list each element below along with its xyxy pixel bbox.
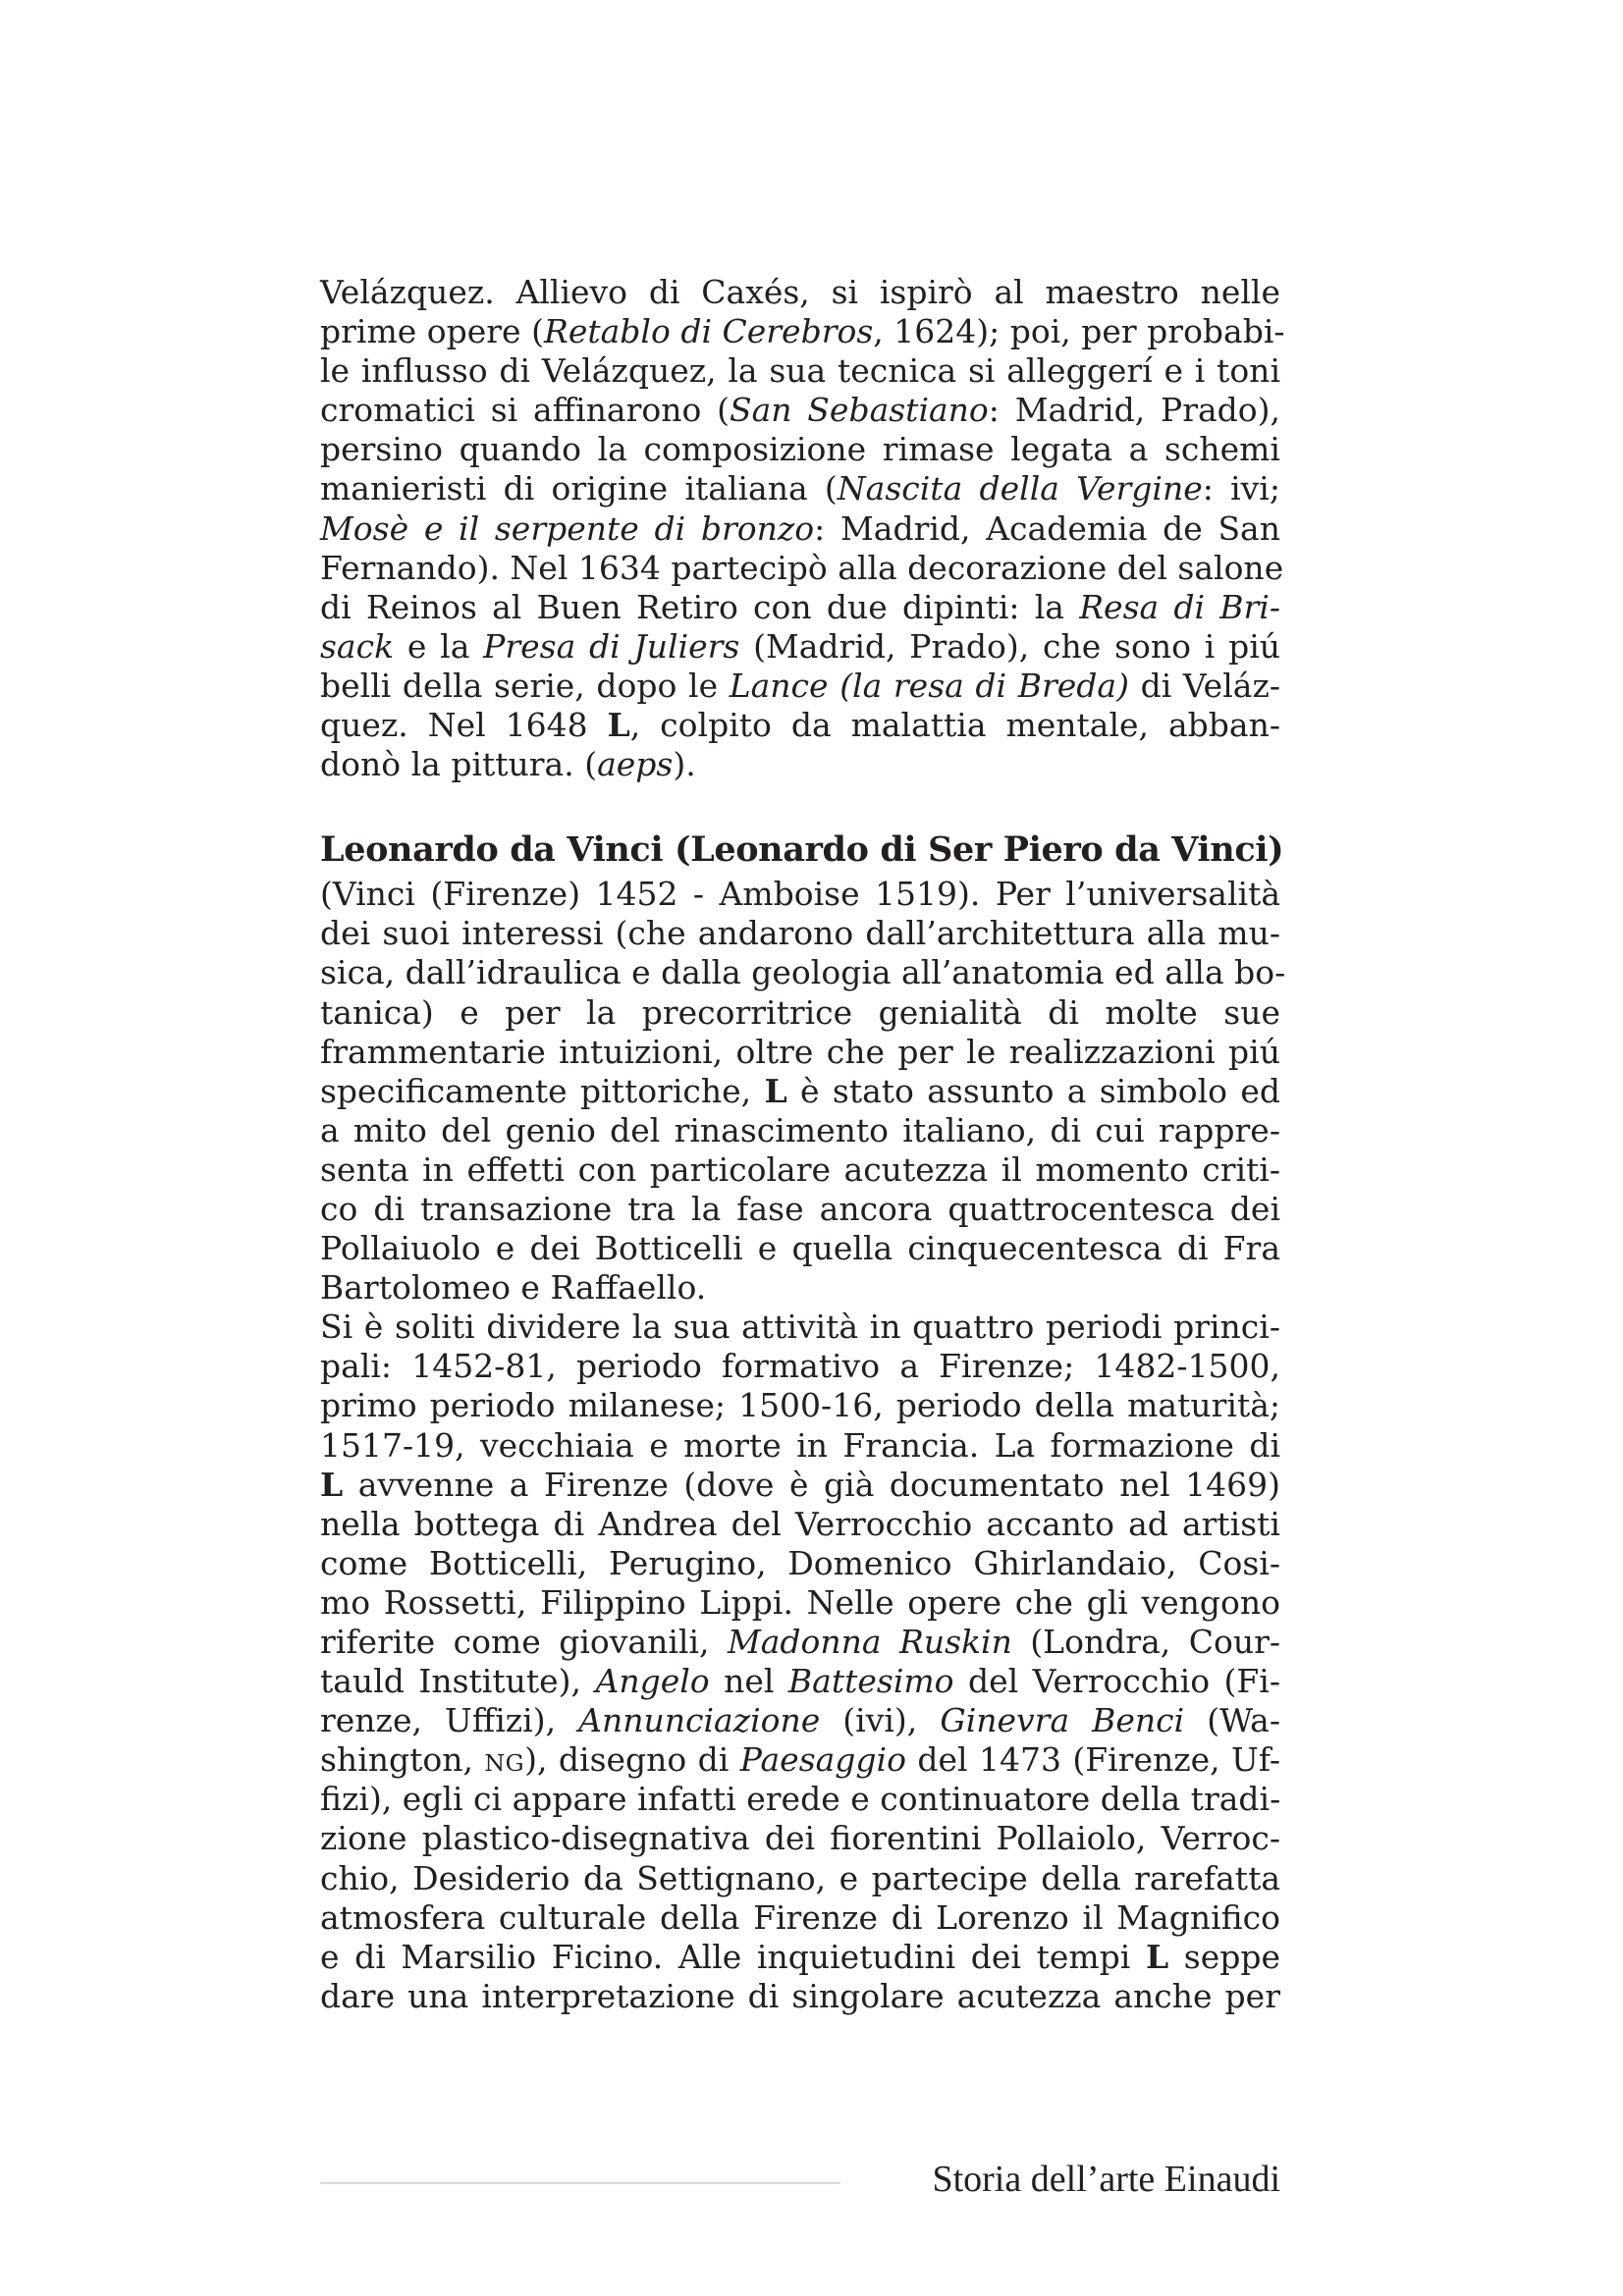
text-line: di Reinos al Buen Retiro con due dipinti: la Resa di Bri- [320,587,1280,626]
artwork-title: Paesaggio [739,1740,906,1780]
footer-rule [320,2182,840,2184]
text-line: manieristi di origine italiana (Nascita della Vergine: ivi; [320,469,1280,508]
text-line: chio, Desiderio da Settignano, e partecipe della rarefatta [320,1858,1280,1897]
text-line: L avvenne a Firenze (dove è già documentato nel 1469) [320,1465,1280,1504]
subject-initial: L [764,1071,787,1110]
text-line: Pollaiuolo e dei Botticelli e quella cinquecentesca di Fra [320,1229,1280,1268]
text-line: sack e la Presa di Juliers (Madrid, Prado), che sono i piú [320,626,1281,666]
text-line: come Botticelli, Perugino, Domenico Ghirlandaio, Cosi- [320,1543,1280,1582]
author-initials: aeps [597,745,674,784]
subject-initial: L [1145,1937,1169,1976]
footer-title: Storia dell’arte Einaudi [932,2159,1280,2200]
artwork-title: Retablo di Cerebros [543,312,874,351]
subject-initial: L [607,706,630,745]
text-line: riferite come giovanili, Madonna Ruskin (Londra, Cour- [320,1623,1280,1661]
entry-heading: Leonardo da Vinci (Leonardo di Ser Piero da Vinci) [320,829,1284,871]
text-line: sica, dall’idraulica e dalla geologia all’anatomia ed alla bo- [320,953,1286,992]
artwork-title: San Sebastiano [730,391,989,430]
text-line: pali: 1452-81, periodo formativo a Firenze; 1482-1500, [320,1347,1280,1386]
text-line: nella bottega di Andrea del Verrocchio accanto ad artisti [320,1504,1280,1543]
artwork-title: Angelo [595,1662,710,1701]
text-line: belli della serie, dopo le Lance (la resa di Breda) di Veláz- [320,666,1280,705]
text-line: tanica) e per la precorritrice genialità di molte sue [320,992,1280,1032]
text-line: prime opere (Retablo di Cerebros, 1624); poi, per probabi- [320,312,1285,351]
artwork-title: Resa di Bri- [1079,587,1280,626]
artwork-title: Madonna Ruskin [727,1623,1012,1661]
text-line: Mosè e il serpente di bronzo: Madrid, Academia de San [320,508,1280,548]
artwork-title: Lance (la resa di Breda) [729,666,1129,705]
subject-initial: L [320,1465,344,1504]
text-line: senta in effetti con particolare acutezza il momento criti- [320,1149,1280,1189]
artwork-title: sack [320,626,395,666]
text-line: a mito del genio del rinascimento italiano, di cui rappre- [320,1110,1280,1149]
section-spacer [320,784,1280,828]
page-footer [320,2156,1280,2203]
text-line: tauld Institute), Angelo nel Battesimo del Verrocchio (Fi- [320,1662,1280,1701]
text-line: co di transazione tra la fase ancora quattrocentesca dei [320,1189,1280,1228]
text-line: persino quando la composizione rimase legata a schemi [320,430,1280,469]
entry-paragraph-2 [320,1308,1280,2016]
artwork-title: Presa di Juliers [483,626,740,666]
text-line: zione plastico-disegnativa dei fiorentini Pollaiolo, Verroc- [320,1819,1280,1858]
text-line: Bartolomeo e Raffaello. [320,1268,707,1308]
text-line: shington, NG), disegno di Paesaggio del 1473 (Firenze, Uf- [320,1740,1281,1780]
text-line: atmosfera culturale della Firenze di Lorenzo il Magnifico [320,1897,1280,1937]
artwork-title: Ginevra Benci [940,1701,1185,1740]
text-line: primo periodo milanese; 1500-16, periodo della maturità; [320,1386,1280,1425]
text-line: cromatici si affinarono (San Sebastiano: Madrid, Prado), [320,391,1281,430]
text-line: dare una interpretazione di singolare acutezza anche per [320,1976,1280,2015]
artwork-title: Battesimo [787,1662,954,1701]
text-line: fizi), egli ci appare infatti erede e continuatore della tradi- [320,1780,1281,1819]
artwork-title: Mosè e il serpente di bronzo [320,508,815,548]
entry-paragraph-1 [320,875,1286,1308]
text-line: le influsso di Velázquez, la sua tecnica si alleggerí e i toni [320,351,1280,391]
text-line: donò la pittura. (aeps). [320,745,696,784]
text-line: Velázquez. Allievo di Caxés, si ispirò al maestro nelle [320,273,1280,311]
text-line: (Vinci (Firenze) 1452 - Amboise 1519). Per l’universalità [320,875,1280,914]
continuation-paragraph [320,273,1285,784]
text-line: Si è soliti dividere la sua attività in quattro periodi princi- [320,1308,1280,1347]
text-line: renze, Uffizi), Annunciazione (ivi), Ginevra Benci (Wa- [320,1701,1280,1740]
artwork-title: Nascita della Vergine [837,469,1203,508]
museum-abbreviation: NG [484,1749,525,1778]
text-line: frammentarie intuizioni, oltre che per le realizzazioni piú [320,1032,1280,1071]
text-line: e di Marsilio Ficino. Alle inquietudini dei tempi L seppe [320,1937,1280,1976]
text-line: mo Rossetti, Filippino Lippi. Nelle opere che gli vengono [320,1582,1280,1622]
artwork-title: Annunciazione [578,1701,821,1740]
text-line: 1517-19, vecchiaia e morte in Francia. La formazione di [320,1425,1280,1465]
text-line: quez. Nel 1648 L, colpito da malattia mentale, abban- [320,706,1280,745]
text-line: specificamente pittoriche, L è stato assunto a simbolo ed [320,1071,1280,1110]
text-line: Fernando). Nel 1634 partecipò alla decorazione del salone [320,548,1284,587]
text-line: dei suoi interessi (che andarono dall’architettura alla mu- [320,914,1280,953]
page-content [320,273,1286,2016]
